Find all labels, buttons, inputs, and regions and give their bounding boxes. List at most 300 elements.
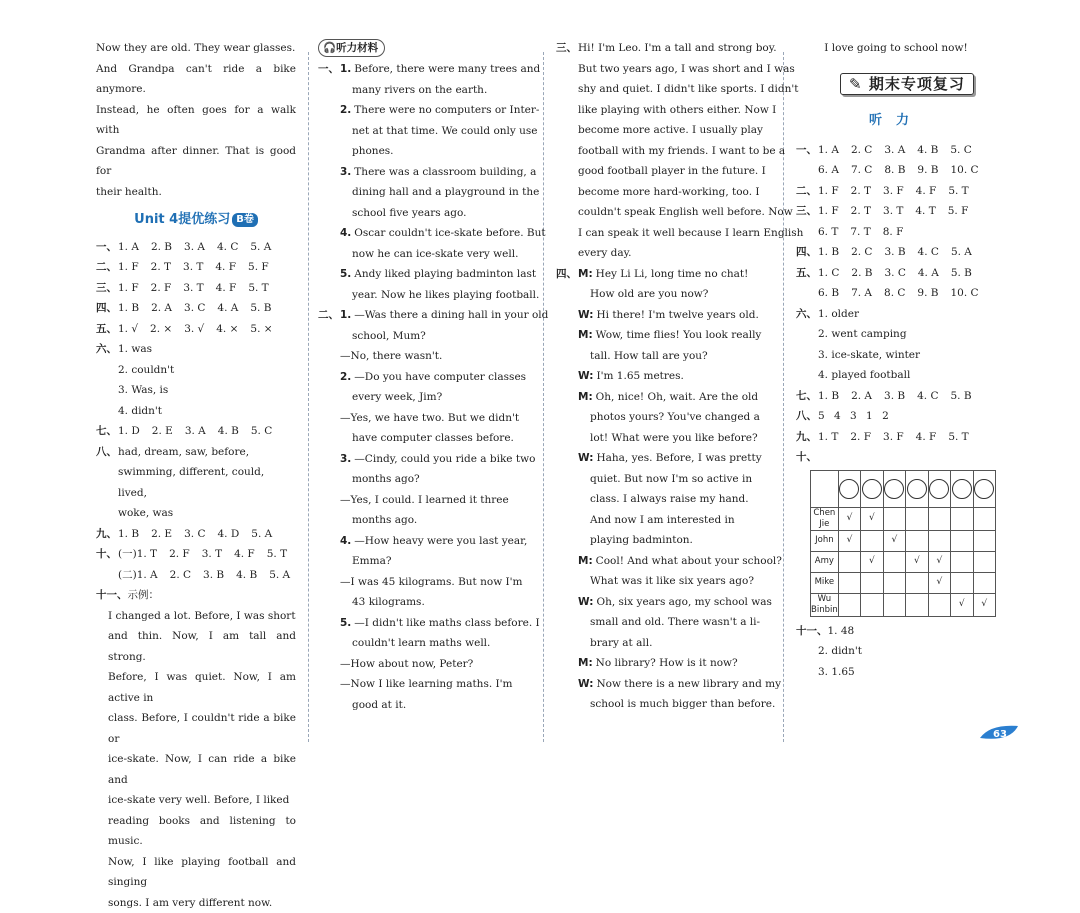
transcript-line	[318, 121, 536, 142]
line-text: —Yes, we have two. But we didn't	[340, 412, 519, 424]
table-cell	[906, 572, 928, 593]
line-body	[578, 346, 708, 367]
section-label	[318, 469, 340, 490]
table-row	[811, 572, 996, 593]
line-body	[578, 653, 738, 674]
line-text: Haha, yes. Before, I was pretty	[596, 452, 761, 464]
line-body	[340, 223, 546, 244]
intro-paragraph	[96, 38, 296, 202]
answer-item: 4. T	[915, 201, 935, 222]
transcript-line	[318, 326, 536, 347]
answer-item: 7. T	[850, 222, 870, 243]
line-text: —Do you have computer classes	[354, 371, 526, 383]
line-text: Oh, nice! Oh, wait. Are the old	[596, 391, 758, 403]
table-cell: √	[861, 507, 883, 530]
line-body	[578, 633, 652, 654]
line-text: now he can ice-skate very well.	[352, 248, 518, 260]
section-label: 一、	[796, 140, 818, 161]
answer-item: (二)1. A	[118, 565, 158, 586]
answer-item: 2. F	[850, 427, 871, 448]
answer-item: 2. didn't	[796, 641, 996, 662]
transcript-line	[556, 182, 774, 203]
section-eleven-answers	[796, 641, 996, 682]
line-text: phones.	[352, 145, 394, 157]
answer-item: 3. √	[184, 319, 204, 340]
line-body	[578, 592, 772, 613]
line-text: every week, Jim?	[352, 391, 442, 403]
answer-item: 2. B	[151, 237, 172, 258]
section-label: 二、	[96, 257, 118, 278]
essay-line: Now, I like playing football and singing	[108, 852, 296, 893]
section-six-answers	[96, 360, 296, 422]
line-number: 2.	[340, 104, 351, 116]
line-body	[340, 121, 538, 142]
section-label	[318, 613, 340, 634]
answer-item: 4. C	[918, 242, 939, 263]
answer-item: 3. T	[183, 257, 203, 278]
section-label	[556, 161, 578, 182]
table-row	[811, 551, 996, 572]
essay-line: Before, I was quiet. Now, I am active in	[108, 667, 296, 708]
line-body	[340, 633, 490, 654]
answer-item: 2. A	[851, 386, 872, 407]
line-text: Hi! I'm Leo. I'm a tall and strong boy.	[578, 42, 777, 54]
line-text: No library? How is it now?	[596, 657, 738, 669]
answer-item: 10. C	[951, 283, 979, 304]
answer-item: 3. C	[884, 263, 905, 284]
table-cell	[951, 530, 973, 551]
line-text: —No, there wasn't.	[340, 350, 442, 362]
line-text: —Was there a dining hall in your old	[354, 309, 548, 321]
answer-row	[796, 427, 996, 448]
section-label	[796, 222, 818, 243]
answer-item: 4. B	[236, 565, 257, 586]
line-text: —Cindy, could you ride a bike two	[354, 453, 535, 465]
section-label	[556, 305, 578, 326]
line-number: M:	[578, 391, 593, 403]
table-cell	[973, 507, 995, 530]
line-body	[578, 469, 752, 490]
line-text: —I didn't like maths class before. I	[354, 617, 539, 629]
line-body	[578, 161, 766, 182]
table-cell	[973, 551, 995, 572]
section-label: 一、	[318, 59, 340, 80]
table-cell: √	[861, 551, 883, 572]
section-label	[796, 283, 818, 304]
transcript-line	[318, 449, 536, 470]
student-name: Amy	[811, 551, 839, 572]
section-label	[318, 326, 340, 347]
section-label: 四、	[96, 298, 118, 319]
answer-item: 2. F	[151, 278, 172, 299]
transcript-line	[318, 244, 536, 265]
column-1	[96, 38, 296, 913]
line-body	[578, 79, 798, 100]
table-cell	[883, 551, 905, 572]
transcript-line	[556, 305, 774, 326]
intro-line: their health.	[96, 182, 296, 203]
table-cell: √	[951, 593, 973, 616]
transcript-line	[556, 551, 774, 572]
section-label	[318, 285, 340, 306]
answer-item: 5. F	[948, 201, 969, 222]
section-label	[556, 243, 578, 264]
transcript-line	[318, 223, 536, 244]
transcript-line	[318, 80, 536, 101]
answer-item: 2. E	[152, 421, 173, 442]
section-label	[318, 449, 340, 470]
answer-item: 5. T	[248, 278, 268, 299]
answer-item: had, dream, saw, before,	[118, 442, 249, 463]
line-number: 1.	[340, 63, 351, 75]
section-label	[556, 202, 578, 223]
line-text: football with my friends. I want to be a	[578, 145, 785, 157]
section-label: 三、	[796, 201, 818, 222]
answer-item: 1. B	[118, 298, 139, 319]
line-text: good football player in the future. I	[578, 165, 766, 177]
transcript-line	[318, 469, 536, 490]
transcript-line	[556, 325, 774, 346]
section-eight-label: 八、	[96, 442, 118, 463]
answer-row	[796, 242, 996, 263]
answer-row	[796, 222, 996, 243]
section-eight-label: 八、	[796, 406, 818, 427]
section-label	[318, 182, 340, 203]
transcript-line	[318, 264, 536, 285]
answer-row	[796, 386, 996, 407]
section-label	[556, 428, 578, 449]
answer-item: 1. A	[118, 237, 139, 258]
unit-title: Unit 4提优练习 B卷	[96, 210, 296, 231]
column-divider	[543, 52, 544, 742]
line-text: couldn't learn maths well.	[352, 637, 490, 649]
line-text: I can speak it well because I learn English	[578, 227, 803, 239]
section-label	[556, 346, 578, 367]
transcript-line	[318, 674, 536, 695]
section-label: 二、	[318, 305, 340, 326]
line-body	[578, 387, 758, 408]
column-4	[796, 38, 996, 682]
table-cell: √	[838, 530, 860, 551]
answer-row	[96, 278, 296, 299]
table-row	[811, 507, 996, 530]
transcript-line	[556, 387, 774, 408]
table-cell	[951, 507, 973, 530]
section-label	[556, 571, 578, 592]
section-label: 三、	[96, 278, 118, 299]
answer-item: 2. couldn't	[96, 360, 296, 381]
line-text: photos yours? You've changed a	[590, 411, 760, 423]
section-label: 十、	[96, 544, 118, 565]
table-cell	[838, 593, 860, 616]
transcript-line	[556, 510, 774, 531]
answer-item: (一)1. T	[118, 544, 157, 565]
line-body	[340, 264, 536, 285]
line-body	[578, 264, 748, 285]
table-cell	[906, 530, 928, 551]
line-text: school is much bigger than before.	[590, 698, 775, 710]
line-number: 1.	[340, 309, 351, 321]
transcript-line	[556, 223, 774, 244]
section-six-answers	[796, 324, 996, 386]
transcript-line	[556, 469, 774, 490]
section-label	[318, 551, 340, 572]
section-label	[318, 633, 340, 654]
line-text: lot! What were you like before?	[590, 432, 758, 444]
transcript-line	[556, 633, 774, 654]
section-label: 九、	[96, 524, 118, 545]
line-number: 3.	[340, 453, 351, 465]
section-eleven-label: 十一、	[96, 585, 128, 606]
transcript-line	[556, 284, 774, 305]
section-label	[556, 182, 578, 203]
answer-item: 1. A	[818, 140, 839, 161]
answer-item: 5. A	[250, 237, 271, 258]
line-text: 43 kilograms.	[352, 596, 425, 608]
line-body	[340, 551, 391, 572]
answer-item: 1. C	[818, 263, 839, 284]
line-text: tall. How tall are you?	[590, 350, 708, 362]
answer-item: 4. C	[917, 386, 938, 407]
student-name: John	[811, 530, 839, 551]
student-name: Wu Binbin	[811, 593, 839, 616]
section-label	[556, 489, 578, 510]
transcript-line	[556, 694, 774, 715]
answer-item: 5. T	[267, 544, 287, 565]
transcript-line	[318, 285, 536, 306]
line-body	[340, 531, 527, 552]
line-text: class. I always raise my hand.	[590, 493, 749, 505]
page-number-badge	[978, 722, 1022, 744]
answer-item: 4. F	[215, 257, 236, 278]
line-text: There were no computers or Inter-	[354, 104, 539, 116]
section-label	[556, 325, 578, 346]
section-label	[556, 387, 578, 408]
transcript-line	[556, 674, 774, 695]
answer-item: 9. B	[917, 160, 938, 181]
table-cell	[928, 530, 950, 551]
section-label: 四、	[556, 264, 578, 285]
line-body	[340, 244, 518, 265]
essay-line: class. Before, I couldn't ride a bike or	[108, 708, 296, 749]
line-body	[340, 100, 539, 121]
line-text: Cool! And what about your school?	[596, 555, 782, 567]
answer-item: 5. T	[948, 181, 968, 202]
answer-row	[796, 140, 996, 161]
person-icon	[974, 479, 994, 499]
line-body	[340, 428, 514, 449]
line-text: months ago.	[352, 514, 417, 526]
line-body	[340, 80, 487, 101]
table-cell	[951, 572, 973, 593]
transcript-line	[318, 654, 536, 675]
line-text: months ago?	[352, 473, 420, 485]
answer-item: swimming, different, could, lived,	[96, 462, 296, 503]
line-body	[578, 284, 708, 305]
line-text: Hi there! I'm twelve years old.	[596, 309, 758, 321]
answer-item: 2. B	[851, 263, 872, 284]
line-body	[578, 325, 761, 346]
line-text: Emma?	[352, 555, 391, 567]
section-six-label: 六、	[796, 304, 818, 325]
line-body	[340, 285, 539, 306]
section-label	[96, 565, 118, 586]
answer-row	[96, 544, 296, 565]
line-body	[578, 243, 632, 264]
line-number: W:	[578, 452, 593, 464]
answer-row	[96, 565, 296, 586]
section-label	[318, 80, 340, 101]
listening-material-tag: 🎧听力材料	[318, 39, 385, 57]
listening-transcript-1	[318, 59, 536, 715]
line-text: Wow, time flies! You look really	[596, 329, 762, 341]
transcript-line	[318, 367, 536, 388]
table-cell	[973, 572, 995, 593]
section-label	[318, 490, 340, 511]
answer-row	[96, 319, 296, 340]
line-text: Now there is a new library and my	[596, 678, 781, 690]
section-label	[556, 674, 578, 695]
answer-item: 5. F	[248, 257, 269, 278]
answer-item: 2. T	[851, 181, 871, 202]
table-cell	[861, 572, 883, 593]
transcript-line	[318, 633, 536, 654]
answer-item: 2. F	[169, 544, 190, 565]
line-number: 2.	[340, 371, 351, 383]
line-number: W:	[578, 678, 593, 690]
line-body	[340, 408, 519, 429]
answer-item: 3. T	[202, 544, 222, 565]
line-text: Hey Li Li, long time no chat!	[596, 268, 749, 280]
section-label	[556, 592, 578, 613]
section-label: 九、	[796, 427, 818, 448]
answer-row	[96, 237, 296, 258]
line-number: W:	[578, 596, 593, 608]
section-label	[556, 100, 578, 121]
line-number: M:	[578, 268, 593, 280]
answer-item: 3. B	[884, 242, 905, 263]
example-essay	[96, 606, 296, 913]
section-label	[318, 346, 340, 367]
line-text: I'm 1.65 metres.	[596, 370, 683, 382]
section-eleven-label: 十一、	[796, 621, 828, 642]
answer-item: 1. F	[118, 278, 139, 299]
table-cell	[838, 551, 860, 572]
section-label	[318, 510, 340, 531]
line-body	[340, 490, 509, 511]
table-cell	[883, 507, 905, 530]
transcript-line	[556, 448, 774, 469]
answer-item: 4. B	[218, 421, 239, 442]
transcript-line	[556, 161, 774, 182]
answer-item: 1. F	[818, 181, 839, 202]
section-label	[318, 408, 340, 429]
review-title: ✎ 期末专项复习	[840, 73, 974, 96]
section-label	[318, 387, 340, 408]
answer-item: 4. F	[916, 427, 937, 448]
student-name: Mike	[811, 572, 839, 593]
intro-line: Grandma after dinner. That is good for	[96, 141, 296, 182]
answer-item: 2. A	[151, 298, 172, 319]
essay-line: and thin. Now, I am tall and strong.	[108, 626, 296, 667]
transcript-line	[318, 100, 536, 121]
table-cell	[861, 530, 883, 551]
section-label: 五、	[796, 263, 818, 284]
answer-row	[96, 524, 296, 545]
person-icon	[884, 479, 904, 499]
transcript-line	[318, 428, 536, 449]
intro-line: Now they are old. They wear glasses.	[96, 38, 296, 59]
section-label: 二、	[796, 181, 818, 202]
answer-item: 2. T	[151, 257, 171, 278]
answer-item: 1. was	[118, 339, 152, 360]
transcript-line	[318, 59, 536, 80]
unit-badge: B卷	[232, 213, 258, 227]
person-icon	[839, 479, 859, 499]
answer-item: 4. A	[217, 298, 238, 319]
section-label: 四、	[796, 242, 818, 263]
closing-line: I love going to school now!	[796, 38, 996, 59]
line-text: have computer classes before.	[352, 432, 514, 444]
line-text: —Yes, I could. I learned it three	[340, 494, 509, 506]
activity-picture	[906, 470, 928, 507]
answer-item: 4. played football	[796, 365, 996, 386]
table-cell	[928, 593, 950, 616]
line-text: brary at all.	[590, 637, 652, 649]
line-text: playing badminton.	[590, 534, 693, 546]
transcript-line	[556, 489, 774, 510]
table-corner	[811, 470, 839, 507]
line-text: school, Mum?	[352, 330, 426, 342]
answer-item: 8. C	[884, 283, 905, 304]
line-body	[578, 202, 793, 223]
answer-item: 3. C	[184, 524, 205, 545]
answer-item: 5. B	[951, 386, 972, 407]
section-label: 一、	[96, 237, 118, 258]
line-text: school five years ago.	[352, 207, 466, 219]
line-text: shy and quiet. I didn't like sports. I didn't	[578, 83, 798, 95]
line-body	[578, 571, 754, 592]
answer-item: 5. A	[951, 242, 972, 263]
answer-item: 3. C	[184, 298, 205, 319]
transcript-line	[556, 592, 774, 613]
line-body	[578, 448, 762, 469]
activity-picture	[928, 470, 950, 507]
table-header-row	[811, 470, 996, 507]
section-label	[556, 366, 578, 387]
line-body	[340, 305, 548, 326]
answer-item: 1. B	[118, 524, 139, 545]
transcript-line	[318, 346, 536, 367]
section-label	[556, 633, 578, 654]
line-text: Oh, six years ago, my school was	[596, 596, 771, 608]
activity-picture	[861, 470, 883, 507]
line-text: Andy liked playing badminton last	[354, 268, 536, 280]
line-body	[578, 612, 760, 633]
section-label: 七、	[796, 386, 818, 407]
table-cell	[906, 507, 928, 530]
answer-rows	[96, 237, 296, 340]
line-text: —How about now, Peter?	[340, 658, 473, 670]
line-body	[340, 449, 535, 470]
line-body	[340, 469, 420, 490]
answer-item: 9. B	[917, 283, 938, 304]
section-label	[556, 59, 578, 80]
answer-item: 5. C	[251, 421, 272, 442]
line-body	[340, 59, 540, 80]
answer-item: 7. A	[851, 283, 872, 304]
section-label	[556, 694, 578, 715]
